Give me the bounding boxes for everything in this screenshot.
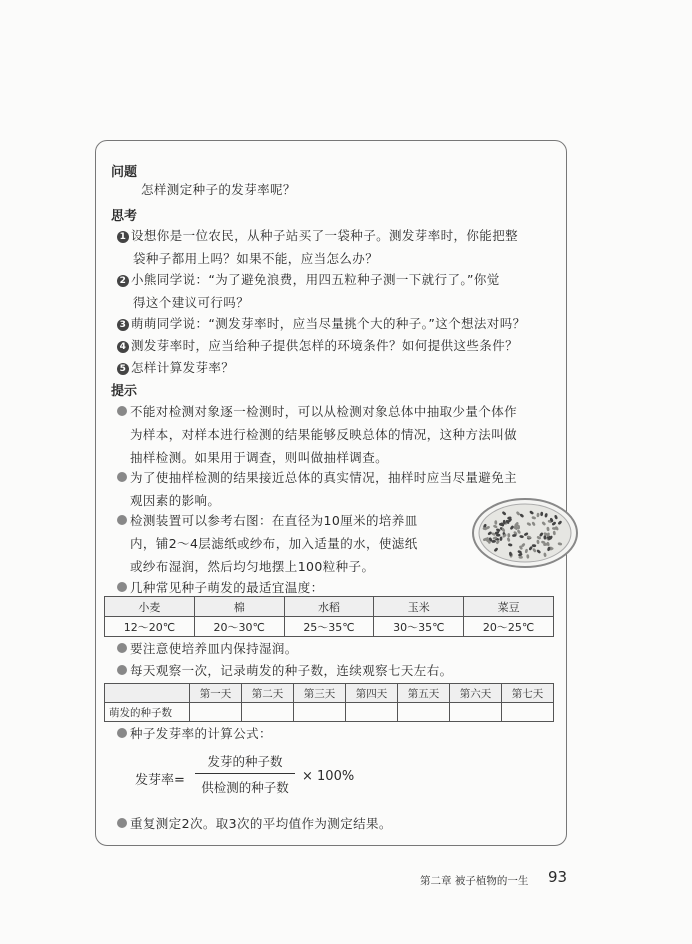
table-header: 第五天: [398, 684, 450, 703]
formula-fraction: [195, 752, 295, 796]
number-badge: 5: [117, 363, 129, 375]
table-header: 第六天: [450, 684, 502, 703]
petri-dish-illustration: [470, 493, 580, 571]
tip-line: 为样本，对样本进行检测的结果能够反映总体的情况，这种方法叫做: [130, 427, 518, 442]
table-header: 第四天: [346, 684, 398, 703]
table-header: 菜豆: [464, 597, 554, 617]
tip-line: 观因素的影响。: [130, 493, 221, 508]
question-text: 怎样测定种子的发芽率呢？: [141, 182, 296, 197]
page-number: 93: [548, 868, 568, 886]
tip-line: 种子发芽率的计算公式：: [130, 726, 272, 741]
tip-line: 几种常见种子萌发的最适宜温度：: [130, 580, 324, 595]
table-cell: 20～25℃: [464, 617, 554, 637]
bullet-icon: [117, 515, 127, 525]
tip-item-6: [117, 659, 453, 682]
bullet-icon: [117, 728, 127, 738]
table-cell: [294, 703, 346, 722]
bullet-icon: [117, 406, 127, 416]
think-line: 怎样计算发芽率？: [131, 360, 235, 375]
tip-item-5: [117, 637, 298, 660]
tip-line: 重复测定2次。取3次的平均值作为测定结果。: [130, 816, 392, 831]
number-badge: 1: [117, 231, 129, 243]
temperature-table: [104, 596, 554, 637]
bullet-icon: [117, 582, 127, 592]
row-label: 萌发的种子数: [105, 703, 190, 722]
table-header: 第三天: [294, 684, 346, 703]
table-header: 小麦: [105, 597, 195, 617]
think-line: 得这个建议可行吗？: [133, 295, 250, 310]
number-badge: 3: [117, 319, 129, 331]
tip-line: 内，铺2～4层滤纸或纱布，加入适量的水，使滤纸: [130, 536, 418, 551]
tip-line: 抽样检测。如果用于调查，则叫做抽样调查。: [130, 450, 389, 465]
tip-item-7: [117, 722, 272, 745]
number-badge: 4: [117, 341, 129, 353]
table-header: 玉米: [374, 597, 464, 617]
table-cell: 30～35℃: [374, 617, 464, 637]
tip-line: 要注意使培养皿内保持湿润。: [130, 641, 298, 656]
table-cell: 25～35℃: [284, 617, 374, 637]
table-cell: [398, 703, 450, 722]
think-item-1: [117, 224, 518, 270]
tip-line: 每天观察一次，记录萌发的种子数，连续观察七天左右。: [130, 663, 453, 678]
table-header: 第一天: [190, 684, 242, 703]
think-item-2: [117, 268, 500, 314]
tip-item-8: [117, 812, 392, 835]
bullet-icon: [117, 472, 127, 482]
think-line: 设想你是一位农民，从种子站买了一袋种子。测发芽率时，你能把整: [131, 228, 519, 243]
table-cell: [190, 703, 242, 722]
think-item-3: [117, 312, 526, 335]
tip-line: 检测装置可以参考右图：在直径为10厘米的培养皿: [130, 513, 418, 528]
tip-line: 或纱布湿润，然后均匀地摆上100粒种子。: [130, 559, 375, 574]
table-header: 水稻: [284, 597, 374, 617]
think-line: 袋种子都用上吗？如果不能，应当怎么办？: [133, 251, 379, 266]
bullet-icon: [117, 665, 127, 675]
think-heading: 思考: [111, 209, 138, 224]
tip-item-2: [117, 466, 517, 512]
think-item-4: [117, 334, 518, 357]
number-badge: 2: [117, 275, 129, 287]
table-cell: [346, 703, 398, 722]
formula-lhs: 发芽率=: [135, 773, 185, 788]
think-line: 测发芽率时，应当给种子提供怎样的环境条件？如何提供这些条件？: [131, 338, 519, 353]
table-cell: 20～30℃: [194, 617, 284, 637]
think-line: 萌萌同学说：“测发芽率时，应当尽量挑个大的种子。”这个想法对吗？: [131, 316, 526, 331]
formula-multiplier: × 100%: [302, 769, 355, 784]
think-item-5: [117, 356, 234, 379]
bullet-icon: [117, 643, 127, 653]
table-header: 第七天: [502, 684, 554, 703]
chapter-footer: 第二章 被子植物的一生: [420, 875, 529, 887]
tip-item-1: [117, 400, 517, 469]
table-cell: [242, 703, 294, 722]
tip-item-3: [117, 509, 418, 578]
tip-line: 不能对检测对象逐一检测时，可以从检测对象总体中抽取少量个体作: [130, 404, 518, 419]
formula-numerator: 发芽的种子数: [195, 752, 295, 774]
formula-denominator: 供检测的种子数: [201, 780, 289, 795]
table-header: 棉: [194, 597, 284, 617]
table-cell: [450, 703, 502, 722]
table-cell: 12～20℃: [105, 617, 195, 637]
tip-line: 为了使抽样检测的结果接近总体的真实情况，抽样时应当尽量避免主: [130, 470, 518, 485]
table-cell: [502, 703, 554, 722]
table-corner: [105, 684, 190, 703]
bullet-icon: [117, 818, 127, 828]
table-header: 第二天: [242, 684, 294, 703]
question-heading: 问题: [111, 165, 138, 180]
think-line: 小熊同学说：“为了避免浪费，用四五粒种子测一下就行了。”你觉: [131, 272, 500, 287]
tips-heading: 提示: [111, 384, 138, 399]
observation-table: [104, 683, 554, 722]
